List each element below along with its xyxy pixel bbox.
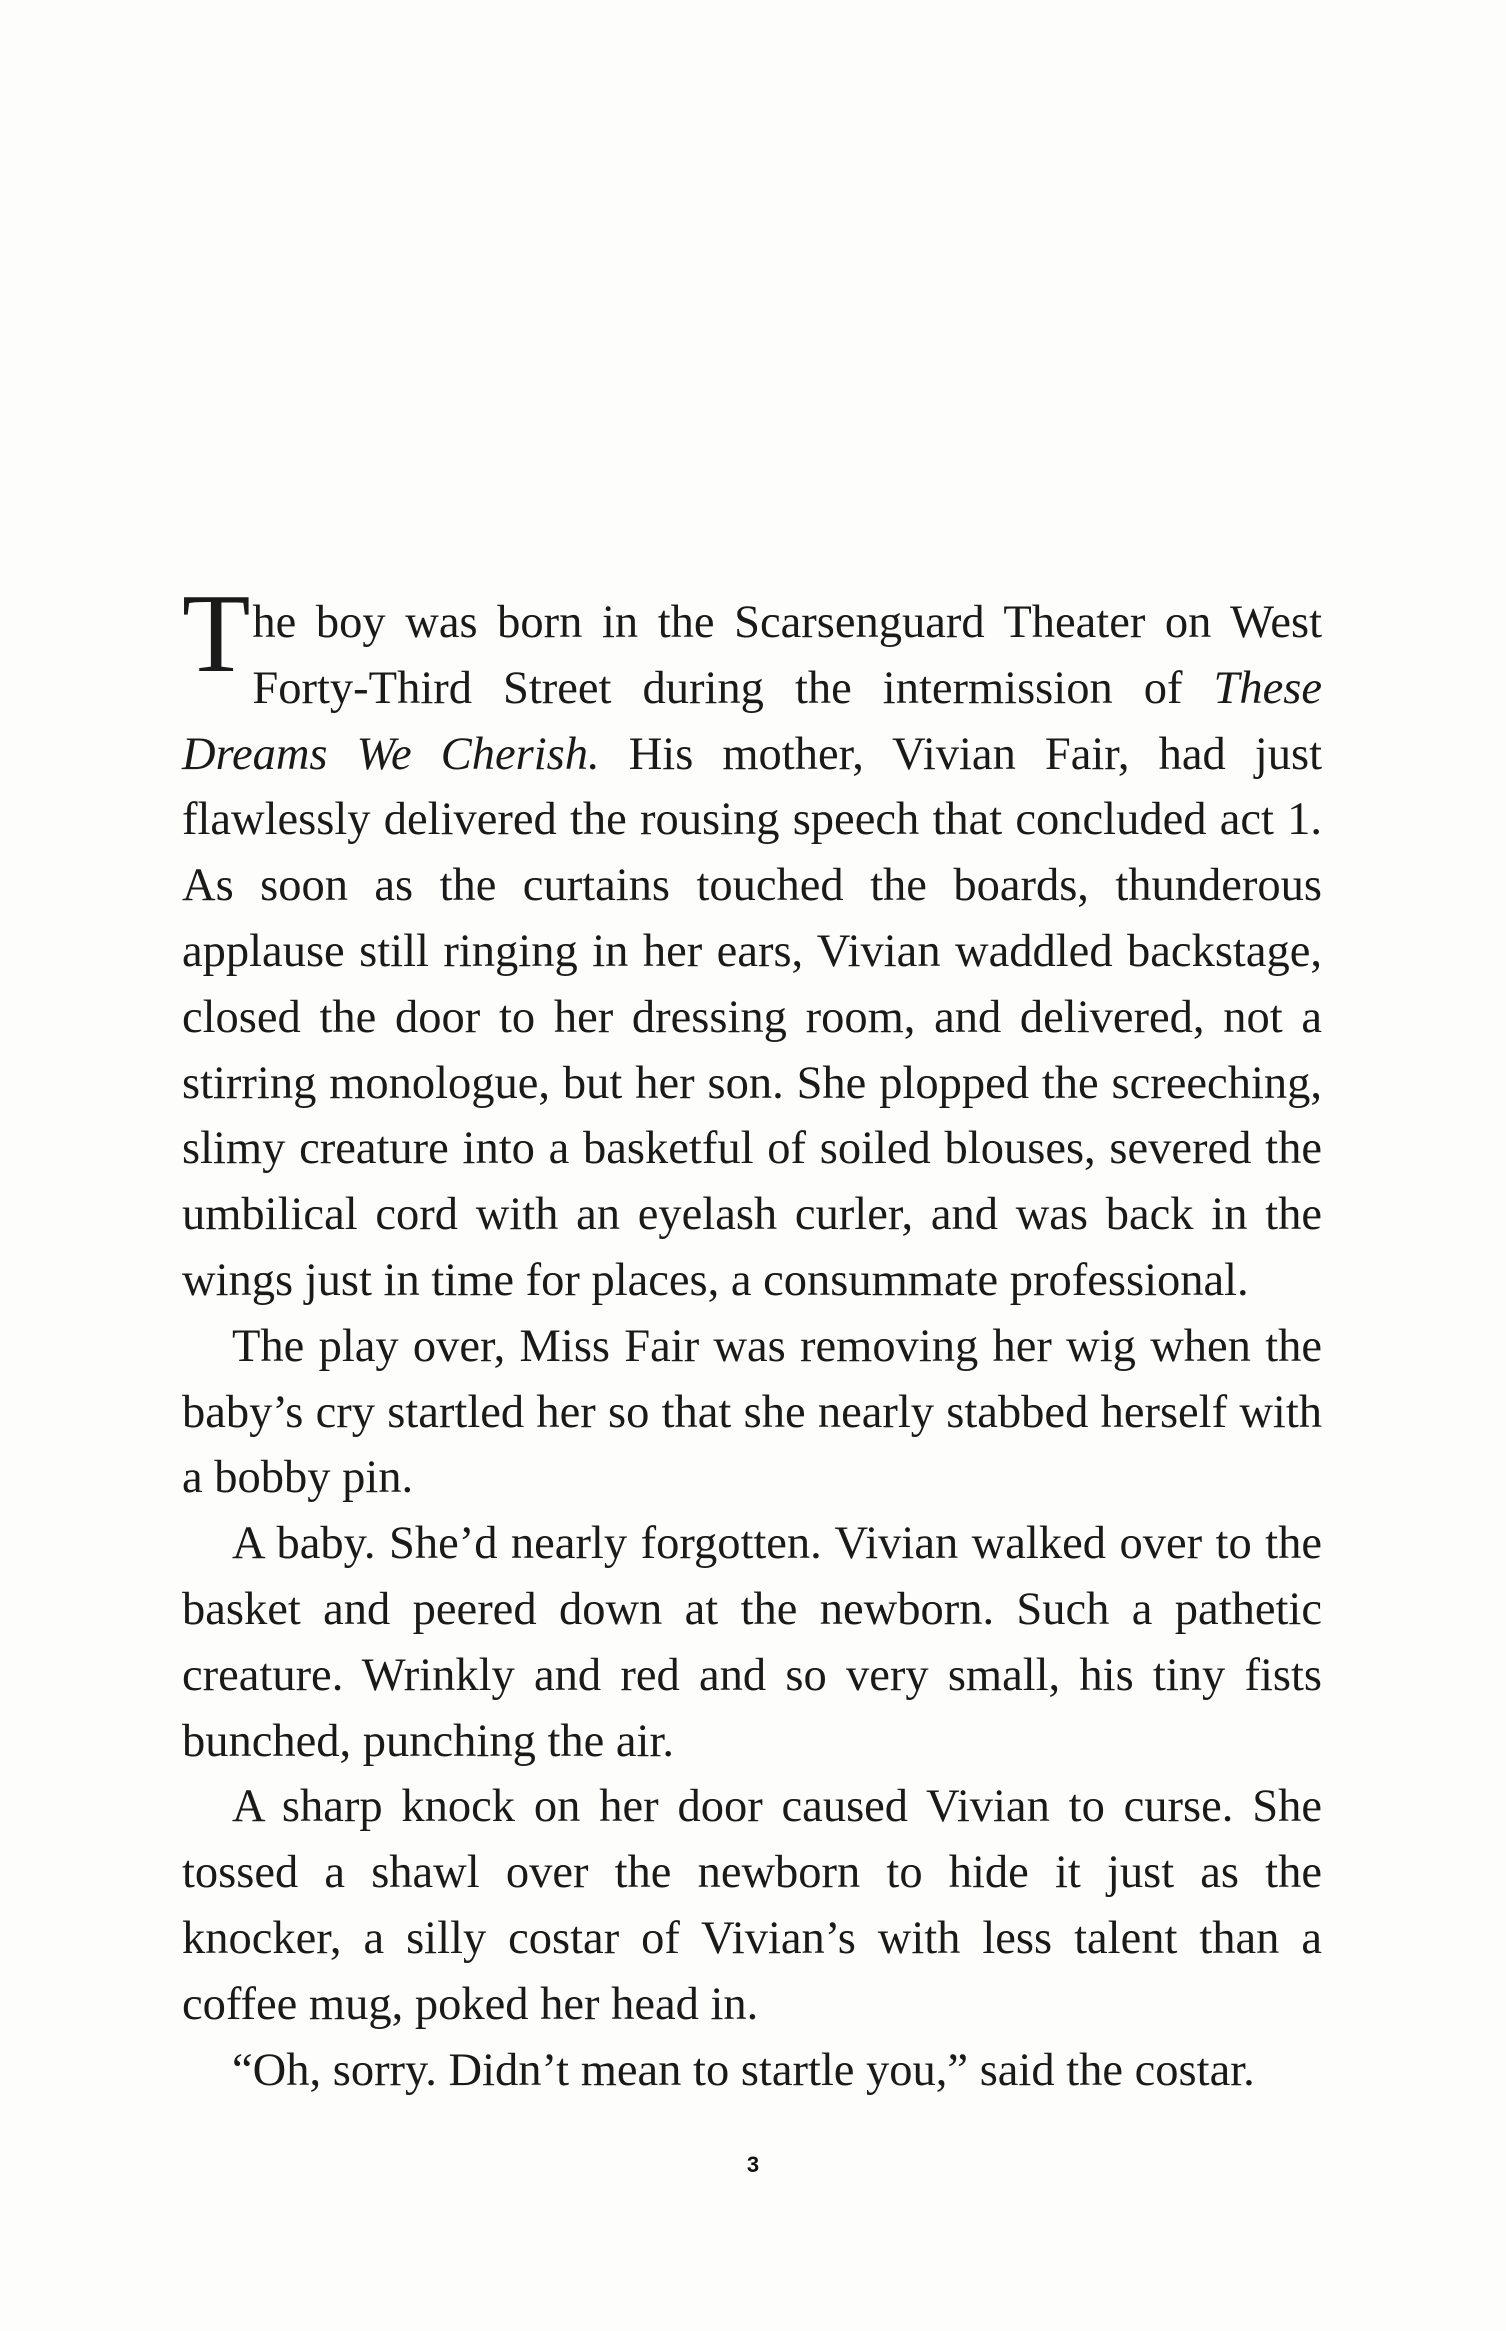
page-number: 3: [746, 2152, 760, 2177]
drop-cap: T: [182, 572, 251, 696]
paragraph-2: The play over, Miss Fair was removing her wig when the baby’s cry startled her so that she nearly stabbed herself with a bobby pin.: [182, 1320, 1322, 1504]
paragraph-3: A baby. She’d nearly forgotten. Vivian walked over to the basket and peered down at the newborn. Such a pathetic creature. Wrinkly and red and so very small, his tiny fists bunched, punching the air.: [182, 1518, 1322, 1767]
paragraph-4: A sharp knock on her door caused Vivian to curse. She tossed a shawl over the newborn to hide it just as the knocker, a silly costar of Vivian’s with less talent than a coffee mug, poked her head in.: [182, 1781, 1322, 2030]
chapter-text: [182, 572, 1322, 2103]
play-title: These Dreams We Cherish.: [182, 662, 1322, 780]
paragraph-5: “Oh, sorry. Didn’t mean to startle you,” said the costar.: [232, 2044, 1255, 2096]
paragraph-1-lead: he boy was born in the Scarsenguard Theater on West Forty-Third Street during the intermission of: [252, 597, 1322, 714]
paragraph-1-rest: His mother, Vivian Fair, had just flawlessly delivered the rousing speech that concluded act 1. As soon as the curtains touched the boards, thunderous applause still ringing in her ears, Vivian waddled backstage, closed the door to her dressing room, and delivered, not a stirring monologue, but her son. She plopped the screeching, slimy creature into a basketful of soiled blouses, severed the umbilical cord with an eyelash curler, and was back in the wings just in time for places, a consummate professional.: [182, 728, 1322, 1306]
paragraph-1: [182, 572, 1322, 1314]
